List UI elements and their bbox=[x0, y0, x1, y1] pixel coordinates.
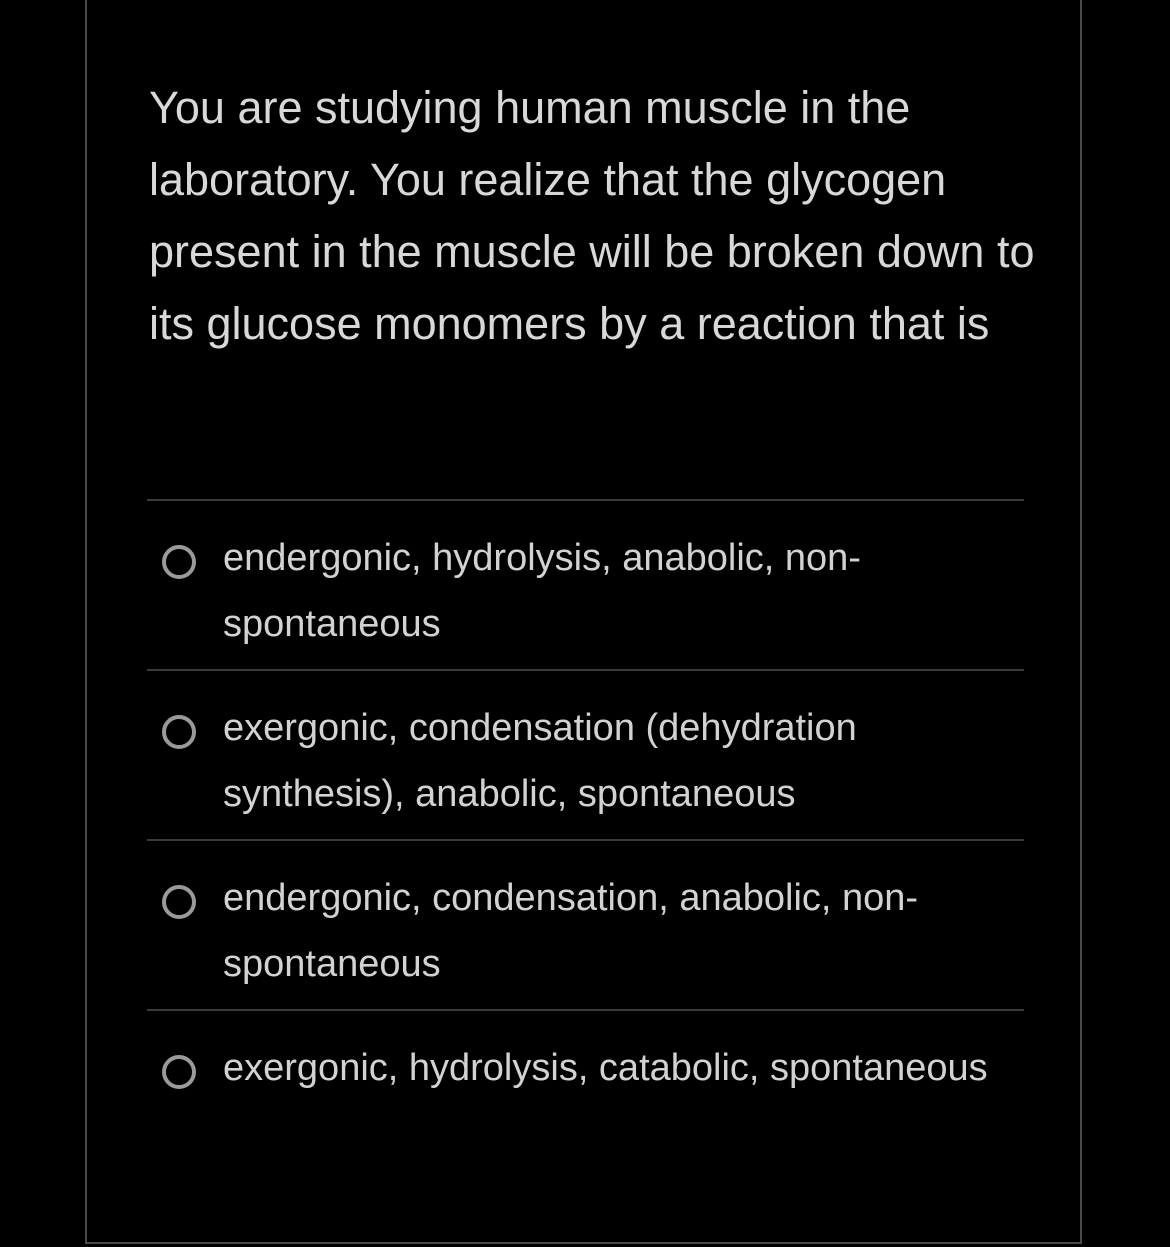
question-card bbox=[85, 0, 1082, 1244]
radio-button-icon[interactable] bbox=[162, 545, 196, 579]
question-text: You are studying human muscle in the laboratory. You realize that the glycogen present in the muscle will be broken down to its glucose monomers by a reaction that is bbox=[149, 82, 1035, 349]
radio-button-icon[interactable] bbox=[162, 1055, 196, 1089]
answer-option-2[interactable] bbox=[147, 669, 1024, 839]
answer-option-label: exergonic, condensation (dehydration synthesis), anabolic, spontaneous bbox=[223, 707, 857, 815]
answer-option-1[interactable] bbox=[147, 499, 1024, 669]
answer-option-label: endergonic, hydrolysis, anabolic, non-spontaneous bbox=[223, 537, 861, 645]
radio-button-icon[interactable] bbox=[162, 885, 196, 919]
answer-option-3[interactable] bbox=[147, 839, 1024, 1009]
answer-options bbox=[147, 499, 1024, 1179]
answer-option-4[interactable] bbox=[147, 1009, 1024, 1179]
answer-option-label: endergonic, condensation, anabolic, non-spontaneous bbox=[223, 877, 919, 985]
answer-option-label: exergonic, hydrolysis, catabolic, spontaneous bbox=[223, 1047, 988, 1089]
radio-button-icon[interactable] bbox=[162, 715, 196, 749]
